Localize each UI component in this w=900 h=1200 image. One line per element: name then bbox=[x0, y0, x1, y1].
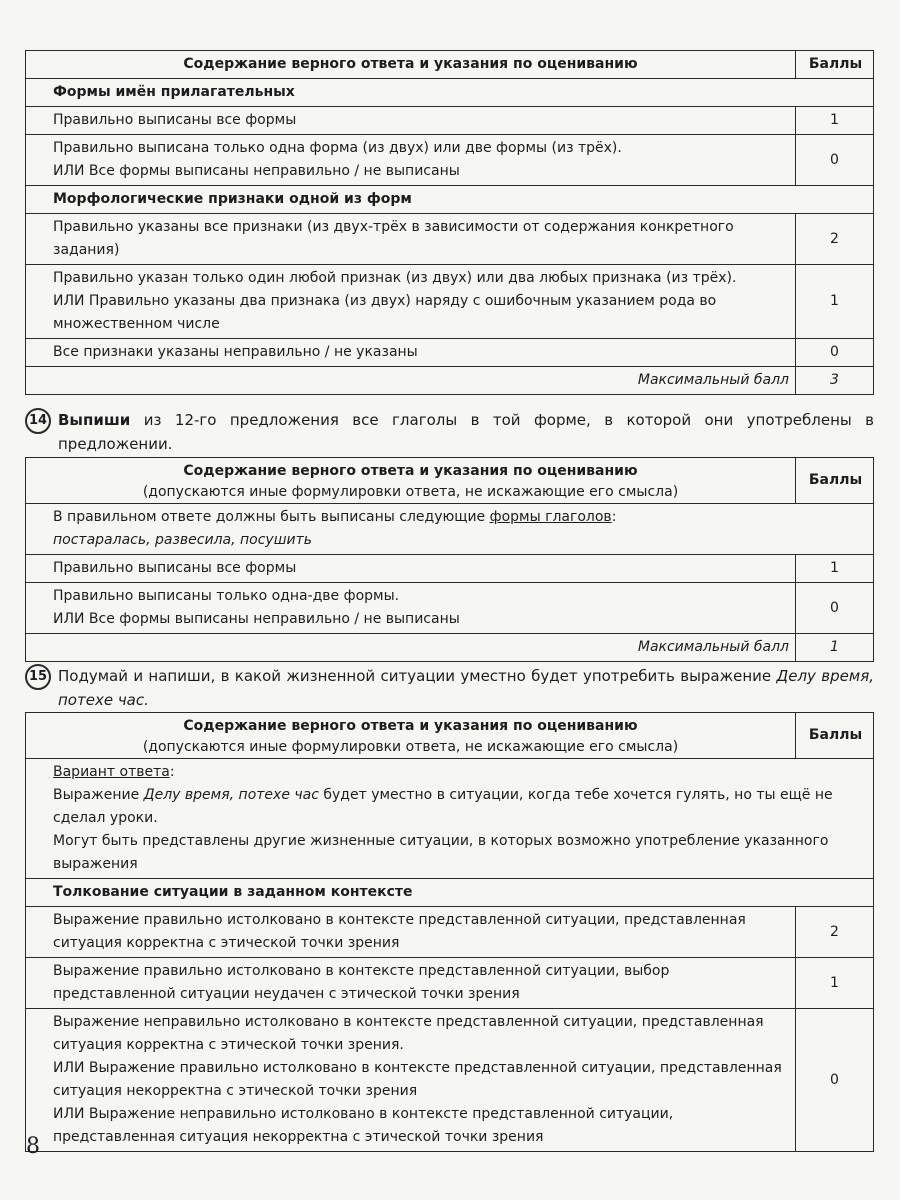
variant-colon: : bbox=[169, 764, 175, 780]
points-value: 1 bbox=[796, 555, 874, 583]
task-phrase: Делу время, потехе час. bbox=[58, 667, 874, 709]
section-row bbox=[26, 79, 874, 107]
table-row bbox=[26, 107, 874, 135]
answer-intro-text: В правильном ответе должны быть выписаны следующие bbox=[53, 509, 486, 525]
criterion-text: Правильно выписаны все формы bbox=[26, 555, 796, 583]
task-text bbox=[25, 664, 874, 712]
answer-cell bbox=[26, 759, 874, 879]
task-number: 15 bbox=[25, 664, 51, 690]
points-value: 0 bbox=[796, 583, 874, 634]
table-header-row bbox=[26, 713, 874, 759]
variant-pre: Выражение bbox=[53, 787, 140, 803]
criterion-text bbox=[26, 583, 796, 634]
max-score-row bbox=[26, 634, 874, 662]
table-row bbox=[26, 1009, 874, 1152]
task-verb: Выпиши bbox=[58, 411, 131, 429]
points-value: 0 bbox=[796, 1009, 874, 1152]
max-score-row bbox=[26, 367, 874, 395]
points-value: 1 bbox=[796, 958, 874, 1009]
table-row bbox=[26, 265, 874, 339]
section-row bbox=[26, 186, 874, 214]
points-value: 0 bbox=[796, 339, 874, 367]
criterion-text: Правильно указаны все признаки (из двух-трёх в зависимости от содержания конкретного задания) bbox=[26, 214, 796, 265]
table-header-row bbox=[26, 458, 874, 504]
variant-text bbox=[53, 784, 867, 830]
max-score-value: 3 bbox=[796, 367, 874, 395]
answer-forms: постаралась, развесила, посушить bbox=[53, 532, 313, 548]
table-row bbox=[26, 214, 874, 265]
points-value: 0 bbox=[796, 135, 874, 186]
points-header: Баллы bbox=[796, 458, 874, 504]
criterion-line: ИЛИ Все формы выписаны неправильно / не выписаны bbox=[53, 163, 460, 179]
table-header-row bbox=[26, 51, 874, 79]
header-title: Содержание верного ответа и указания по оцениванию bbox=[183, 718, 638, 734]
answer-cell bbox=[26, 504, 874, 555]
criterion-text bbox=[26, 135, 796, 186]
criterion-line: Правильно указан только один любой признак (из двух) или два любых признака (из трёх). bbox=[53, 270, 737, 286]
section-title: Морфологические признаки одной из форм bbox=[26, 186, 874, 214]
section-title: Толкование ситуации в заданном контексте bbox=[26, 879, 874, 907]
variant-heading bbox=[53, 761, 867, 784]
table-row bbox=[26, 907, 874, 958]
task-14 bbox=[25, 408, 874, 456]
variant-post: будет уместно в ситуации, когда тебе хочется гулять, но ты ещё не сделал уроки. bbox=[53, 787, 833, 826]
section-title: Формы имён прилагательных bbox=[26, 79, 874, 107]
header-subtitle: (допускаются иные формулировки ответа, не искажающие его смысла) bbox=[142, 739, 679, 755]
criterion-line: ИЛИ Все формы выписаны неправильно / не выписаны bbox=[53, 611, 460, 627]
table-row bbox=[26, 583, 874, 634]
table-row bbox=[26, 504, 874, 555]
max-score-value: 1 bbox=[796, 634, 874, 662]
criterion-line: Правильно выписаны только одна-две формы. bbox=[53, 588, 400, 604]
table-header bbox=[26, 458, 796, 504]
criteria-table-13 bbox=[25, 50, 874, 395]
points-value: 2 bbox=[796, 907, 874, 958]
table-row bbox=[26, 555, 874, 583]
criterion-line: ИЛИ Выражение неправильно истолковано в контексте представленной ситуации, представленная ситуация некорректна с этической точки зрения bbox=[53, 1106, 674, 1145]
criterion-text bbox=[26, 265, 796, 339]
criterion-line: ИЛИ Правильно указаны два признака (из двух) наряду с ошибочным указанием рода во множественном числе bbox=[53, 293, 717, 332]
variant-label: Вариант ответа bbox=[53, 764, 170, 780]
criterion-text: Правильно выписаны все формы bbox=[26, 107, 796, 135]
criterion-line: ИЛИ Выражение правильно истолковано в контексте представленной ситуации, представленная ситуация некорректна с этической точки зрения bbox=[53, 1060, 782, 1099]
task-instruction: из 12-го предложения все глаголы в той форме, в которой они употреблены в предложении. bbox=[58, 411, 874, 453]
max-score-label: Максимальный балл bbox=[26, 367, 796, 395]
answer-intro-underlined: формы глаголов bbox=[489, 509, 612, 525]
table-header bbox=[26, 713, 796, 759]
table-header: Содержание верного ответа и указания по оцениванию bbox=[26, 51, 796, 79]
criteria-table-14 bbox=[25, 457, 874, 662]
points-header: Баллы bbox=[796, 713, 874, 759]
criterion-line: Правильно выписана только одна форма (из двух) или две формы (из трёх). bbox=[53, 140, 622, 156]
max-score-label: Максимальный балл bbox=[26, 634, 796, 662]
header-title: Содержание верного ответа и указания по оцениванию bbox=[183, 463, 638, 479]
answer-intro-colon: : bbox=[611, 509, 617, 525]
table-row bbox=[26, 759, 874, 879]
task-number: 14 bbox=[25, 408, 51, 434]
answer-intro bbox=[53, 506, 867, 529]
variant-phrase: Делу время, потехе час bbox=[143, 787, 319, 803]
table-row bbox=[26, 339, 874, 367]
task-instruction: Подумай и напиши, в какой жизненной ситуации уместно будет употребить выражение bbox=[58, 667, 772, 685]
points-header: Баллы bbox=[796, 51, 874, 79]
points-value: 1 bbox=[796, 265, 874, 339]
task-text bbox=[25, 408, 874, 456]
points-value: 1 bbox=[796, 107, 874, 135]
criterion-text bbox=[26, 1009, 796, 1152]
page-number: 8 bbox=[26, 1134, 40, 1159]
criterion-text: Все признаки указаны неправильно / не указаны bbox=[26, 339, 796, 367]
section-row bbox=[26, 879, 874, 907]
header-subtitle: (допускаются иные формулировки ответа, не искажающие его смысла) bbox=[142, 484, 679, 500]
criterion-text: Выражение правильно истолковано в контексте представленной ситуации, выбор представленной ситуации неудачен с этической точки зрения bbox=[26, 958, 796, 1009]
criteria-table-15 bbox=[25, 712, 874, 1152]
points-value: 2 bbox=[796, 214, 874, 265]
table-row bbox=[26, 135, 874, 186]
table-row bbox=[26, 958, 874, 1009]
criterion-text: Выражение правильно истолковано в контексте представленной ситуации, представленная ситуация корректна с этической точки зрения bbox=[26, 907, 796, 958]
task-15 bbox=[25, 664, 874, 712]
criterion-line: Выражение неправильно истолковано в контексте представленной ситуации, представленная ситуация корректна с этической точки зрения. bbox=[53, 1014, 764, 1053]
variant-more: Могут быть представлены другие жизненные ситуации, в которых возможно употребление указанного выражения bbox=[53, 833, 829, 872]
